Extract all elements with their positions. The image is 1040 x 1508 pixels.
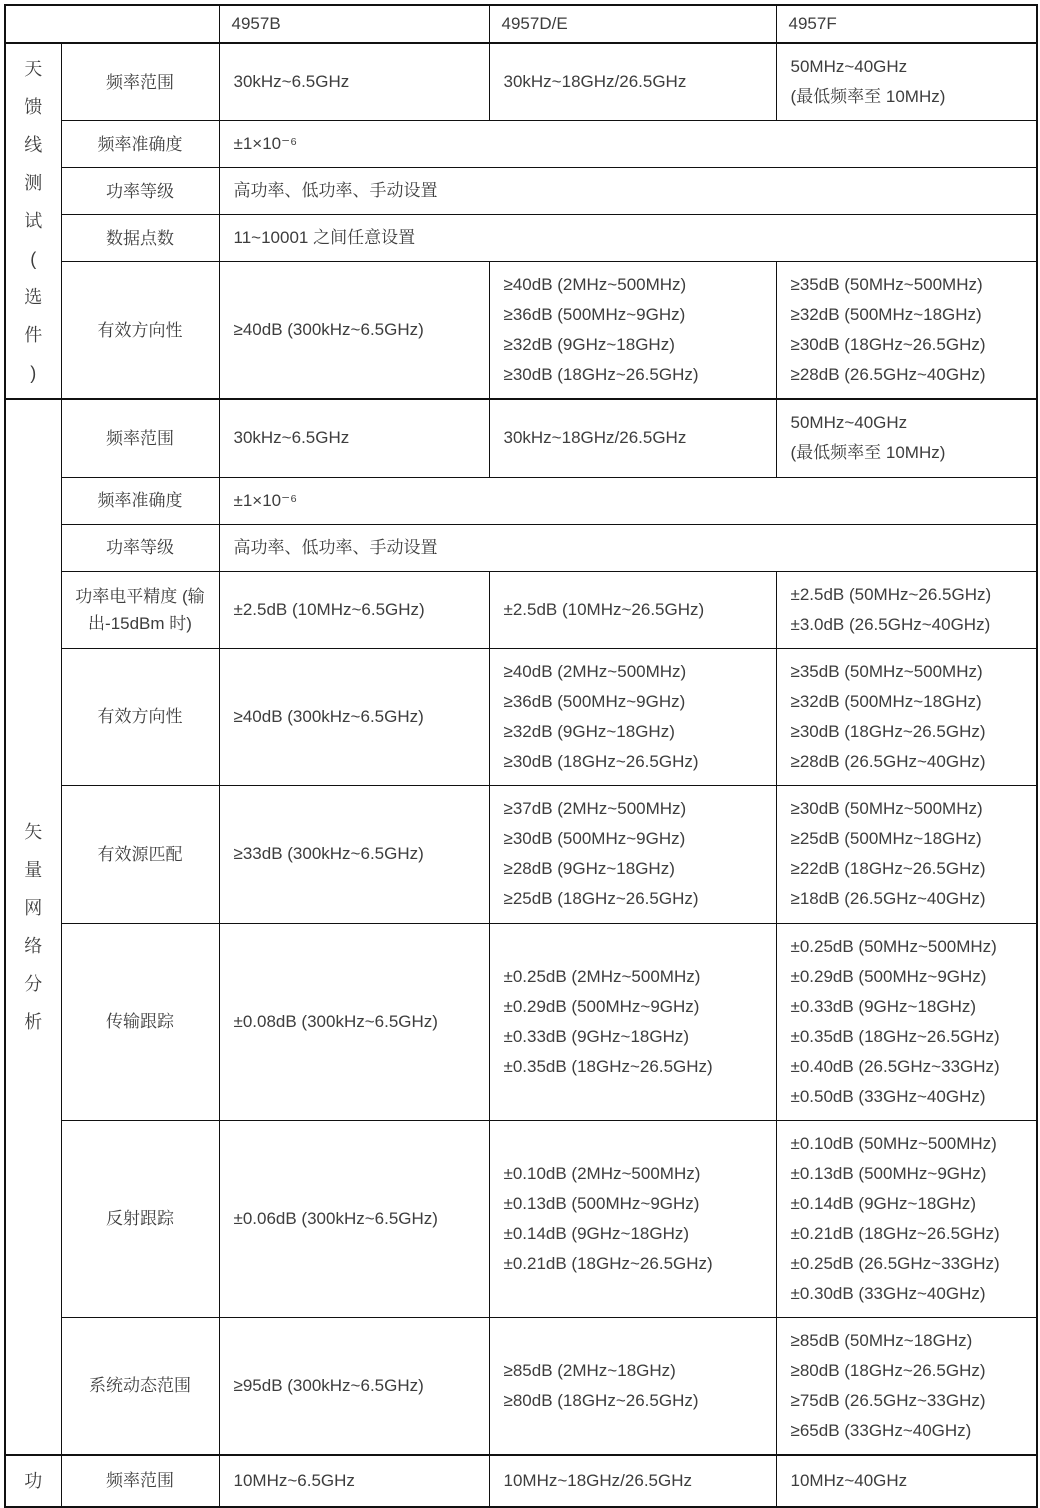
model-header-4957de: 4957D/E — [489, 5, 776, 43]
value-cell — [489, 1120, 776, 1317]
model-header-4957b: 4957B — [219, 5, 489, 43]
value-line: ≥40dB (300kHz~6.5GHz) — [233, 706, 424, 726]
value-line: ±0.14dB (9GHz~18GHz) — [790, 1193, 977, 1213]
value-line: ≥30dB (18GHz~26.5GHz) — [790, 335, 986, 354]
value-cell — [219, 43, 489, 121]
value-line: 30kHz~18GHz/26.5GHz — [503, 428, 687, 448]
category-char: 网 — [24, 897, 43, 918]
param-cell: 有效方向性 — [61, 648, 219, 785]
value-line: 11~10001 之间任意设置 — [233, 228, 416, 247]
value-line: ±0.33dB (9GHz~18GHz) — [503, 1026, 690, 1046]
table-row — [5, 168, 1037, 215]
table-row — [5, 785, 1037, 923]
value-cell — [219, 571, 489, 648]
value-cell — [776, 648, 1037, 785]
value-line: ±0.35dB (18GHz~26.5GHz) — [503, 1056, 713, 1076]
table-row — [5, 1455, 1037, 1507]
category-char: 馈 — [24, 97, 43, 117]
value-line: ±0.06dB (300kHz~6.5GHz) — [233, 1208, 438, 1228]
value-line: (最低频率至 10MHz) — [790, 443, 946, 463]
header-corner-cell — [5, 5, 219, 43]
value-line: ±0.29dB (500MHz~9GHz) — [790, 966, 987, 986]
value-line: ±0.35dB (18GHz~26.5GHz) — [790, 1026, 1000, 1046]
category-char: 选 — [24, 287, 43, 307]
value-line: ±0.25dB (2MHz~500MHz) — [503, 966, 701, 986]
param-cell: 功率电平精度 (输出-15dBm 时) — [61, 571, 219, 648]
value-line: ±0.21dB (18GHz~26.5GHz) — [790, 1223, 1000, 1243]
category-char: 矢 — [24, 821, 43, 842]
category-char: 分 — [24, 973, 43, 994]
table-row — [5, 1120, 1037, 1317]
value-line: ≥40dB (300kHz~6.5GHz) — [233, 320, 424, 339]
param-cell: 有效源匹配 — [61, 785, 219, 923]
value-line: ±0.25dB (50MHz~500MHz) — [790, 936, 997, 956]
value-cell — [489, 785, 776, 923]
value-line: ±1×10⁻⁶ — [233, 490, 298, 510]
value-line: ≥80dB (18GHz~26.5GHz) — [790, 1360, 986, 1380]
value-line: ≥35dB (50MHz~500MHz) — [790, 275, 983, 294]
value-line: 50MHz~40GHz — [790, 413, 908, 433]
value-line: 50MHz~40GHz — [790, 57, 908, 76]
value-line: ±0.25dB (26.5GHz~33GHz) — [790, 1253, 1000, 1273]
value-cell — [489, 1455, 776, 1507]
param-cell: 反射跟踪 — [61, 1120, 219, 1317]
value-line: ≥30dB (18GHz~26.5GHz) — [503, 365, 699, 384]
table-row — [5, 524, 1037, 571]
value-cell — [776, 43, 1037, 121]
value-line: ≥28dB (9GHz~18GHz) — [503, 859, 675, 878]
value-cell — [489, 262, 776, 400]
value-line: ≥33dB (300kHz~6.5GHz) — [233, 844, 424, 863]
value-line: ≥30dB (18GHz~26.5GHz) — [503, 751, 699, 771]
value-line: ±0.10dB (50MHz~500MHz) — [790, 1133, 997, 1153]
value-cell — [776, 785, 1037, 923]
value-line: ±0.10dB (2MHz~500MHz) — [503, 1163, 701, 1183]
value-line: 30kHz~6.5GHz — [233, 72, 350, 91]
value-line: ≥37dB (2MHz~500MHz) — [503, 799, 687, 818]
value-cell — [776, 923, 1037, 1120]
value-line: ≥18dB (26.5GHz~40GHz) — [790, 889, 986, 908]
category-char: 析 — [24, 1011, 43, 1032]
spec-table — [4, 4, 1038, 1508]
category-cell — [5, 399, 61, 1455]
category-char: ( — [30, 249, 37, 269]
value-line: ≥25dB (18GHz~26.5GHz) — [503, 889, 699, 908]
param-cell: 频率范围 — [61, 1455, 219, 1507]
value-line: ≥95dB (300kHz~6.5GHz) — [233, 1375, 424, 1395]
table-row — [5, 477, 1037, 524]
value-line: ≥30dB (50MHz~500MHz) — [790, 799, 983, 818]
value-line: ≥35dB (50MHz~500MHz) — [790, 661, 983, 681]
value-line: ≥25dB (500MHz~18GHz) — [790, 829, 982, 848]
table-row — [5, 121, 1037, 168]
value-cell — [219, 785, 489, 923]
value-line: ≥28dB (26.5GHz~40GHz) — [790, 365, 986, 384]
value-line: ±0.08dB (300kHz~6.5GHz) — [233, 1011, 438, 1031]
spec-table-body — [5, 43, 1037, 1507]
value-line: 30kHz~6.5GHz — [233, 428, 350, 448]
value-cell — [776, 571, 1037, 648]
value-line: ≥36dB (500MHz~9GHz) — [503, 305, 686, 324]
value-line: ±0.50dB (33GHz~40GHz) — [790, 1086, 986, 1106]
value-cell — [489, 43, 776, 121]
table-row — [5, 399, 1037, 477]
value-cell — [776, 1317, 1037, 1455]
value-cell — [219, 168, 1037, 215]
value-cell — [219, 524, 1037, 571]
value-line: ≥40dB (2MHz~500MHz) — [503, 661, 687, 681]
header-row — [5, 5, 1037, 43]
category-cell — [5, 1455, 61, 1507]
category-char: 线 — [24, 135, 43, 155]
value-line: ≥36dB (500MHz~9GHz) — [503, 691, 686, 711]
value-cell — [219, 1317, 489, 1455]
value-cell — [489, 1317, 776, 1455]
category-char: 络 — [24, 935, 43, 956]
category-char: ) — [30, 363, 37, 383]
value-cell — [776, 1455, 1037, 1507]
category-char: 量 — [24, 859, 43, 880]
value-line: ±0.13dB (500MHz~9GHz) — [503, 1193, 700, 1213]
value-line: ±0.30dB (33GHz~40GHz) — [790, 1283, 986, 1303]
value-line: ≥32dB (500MHz~18GHz) — [790, 305, 982, 324]
value-line: ≥32dB (9GHz~18GHz) — [503, 335, 675, 354]
value-line: ≥80dB (18GHz~26.5GHz) — [503, 1390, 699, 1410]
value-cell — [219, 1455, 489, 1507]
value-line: 10MHz~40GHz — [790, 1470, 908, 1490]
value-line: ±2.5dB (10MHz~6.5GHz) — [233, 599, 425, 619]
value-line: ≥85dB (2MHz~18GHz) — [503, 1360, 676, 1380]
value-cell — [219, 121, 1037, 168]
category-char: 试 — [24, 211, 43, 231]
param-cell: 频率范围 — [61, 399, 219, 477]
param-cell: 数据点数 — [61, 215, 219, 262]
value-line: ≥65dB (33GHz~40GHz) — [790, 1420, 972, 1440]
value-line: ≥22dB (18GHz~26.5GHz) — [790, 859, 986, 878]
value-line: ±0.13dB (500MHz~9GHz) — [790, 1163, 987, 1183]
param-cell: 系统动态范围 — [61, 1317, 219, 1455]
param-cell: 功率等级 — [61, 168, 219, 215]
value-line: ≥30dB (18GHz~26.5GHz) — [790, 721, 986, 741]
value-line: ±0.29dB (500MHz~9GHz) — [503, 996, 700, 1016]
table-row — [5, 571, 1037, 648]
value-line: 高功率、低功率、手动设置 — [233, 181, 438, 200]
value-cell — [776, 262, 1037, 400]
value-line: ≥85dB (50MHz~18GHz) — [790, 1330, 973, 1350]
table-row — [5, 648, 1037, 785]
value-line: ≥32dB (500MHz~18GHz) — [790, 691, 982, 711]
value-line: ≥30dB (500MHz~9GHz) — [503, 829, 686, 848]
value-cell — [219, 648, 489, 785]
param-cell: 传输跟踪 — [61, 923, 219, 1120]
category-cell — [5, 43, 61, 399]
category-char: 测 — [24, 173, 43, 193]
value-line: 10MHz~6.5GHz — [233, 1470, 355, 1490]
value-line: ≥32dB (9GHz~18GHz) — [503, 721, 675, 741]
value-cell — [489, 571, 776, 648]
category-char: 件 — [24, 325, 43, 345]
value-cell — [489, 648, 776, 785]
value-line: ≥28dB (26.5GHz~40GHz) — [790, 751, 986, 771]
param-cell: 功率等级 — [61, 524, 219, 571]
model-header-4957f: 4957F — [776, 5, 1037, 43]
param-cell: 有效方向性 — [61, 262, 219, 400]
value-cell — [776, 1120, 1037, 1317]
value-line: ≥40dB (2MHz~500MHz) — [503, 275, 687, 294]
value-line: 10MHz~18GHz/26.5GHz — [503, 1470, 692, 1490]
value-line: ±0.14dB (9GHz~18GHz) — [503, 1223, 690, 1243]
value-line: 高功率、低功率、手动设置 — [233, 537, 438, 557]
value-line: 30kHz~18GHz/26.5GHz — [503, 72, 687, 91]
param-cell: 频率范围 — [61, 43, 219, 121]
value-line: ±2.5dB (10MHz~26.5GHz) — [503, 599, 705, 619]
param-cell: 频率准确度 — [61, 477, 219, 524]
value-cell — [219, 1120, 489, 1317]
value-cell — [489, 399, 776, 477]
param-cell: 频率准确度 — [61, 121, 219, 168]
value-cell — [776, 399, 1037, 477]
value-cell — [219, 923, 489, 1120]
table-row — [5, 43, 1037, 121]
table-row — [5, 262, 1037, 400]
value-cell — [219, 399, 489, 477]
table-row — [5, 1317, 1037, 1455]
value-line: ±0.21dB (18GHz~26.5GHz) — [503, 1253, 713, 1273]
value-cell — [219, 262, 489, 400]
value-line: ±0.33dB (9GHz~18GHz) — [790, 996, 977, 1016]
value-line: ±1×10⁻⁶ — [233, 134, 298, 153]
value-cell — [219, 477, 1037, 524]
table-row — [5, 215, 1037, 262]
value-line: ±2.5dB (50MHz~26.5GHz) — [790, 584, 992, 604]
category-char: 天 — [24, 59, 43, 79]
value-cell — [219, 215, 1037, 262]
value-line: (最低频率至 10MHz) — [790, 87, 946, 106]
value-line: ≥75dB (26.5GHz~33GHz) — [790, 1390, 986, 1410]
value-line: ±0.40dB (26.5GHz~33GHz) — [790, 1056, 1000, 1076]
value-line: ±3.0dB (26.5GHz~40GHz) — [790, 614, 991, 634]
category-char: 功 — [24, 1470, 43, 1491]
table-row — [5, 923, 1037, 1120]
value-cell — [489, 923, 776, 1120]
